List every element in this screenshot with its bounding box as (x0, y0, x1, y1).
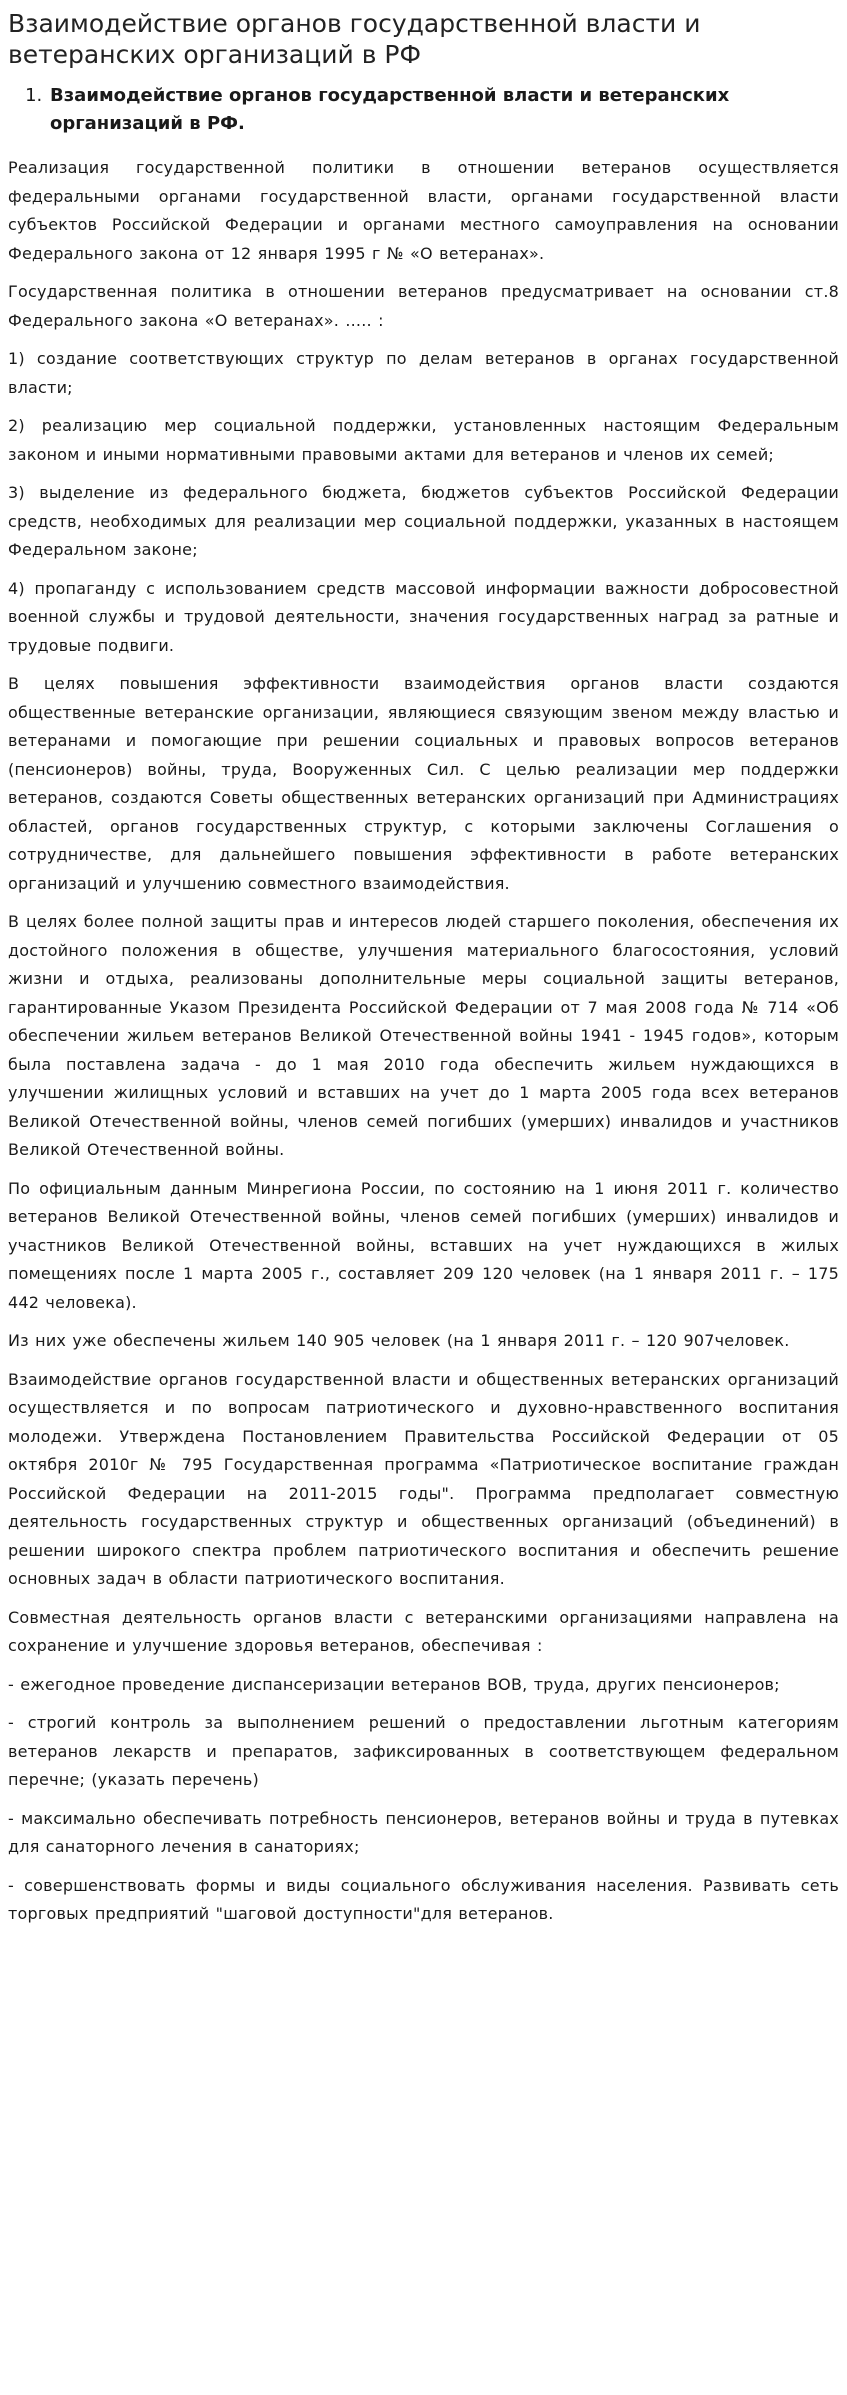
paragraph: В целях повышения эффективности взаимодействия органов власти создаются общественные ветеранские организации, являющиеся связующим звеном между властью и ветеранами и помогающие при решении социальных и правовых вопросов ветеранов (пенсионеров) войны, труда, Вооруженных Сил. С целью реализации мер поддержки ветеранов, создаются Советы общественных ветеранских организаций при Администрациях областей, органов государственных структур, с которыми заключены Соглашения о сотрудничестве, для дальнейшего повышения эффективности в работе ветеранских организаций и улучшению совместного взаимодействия. (8, 674, 839, 893)
section-list (8, 82, 839, 138)
document-body (8, 154, 839, 1929)
paragraph: Из них уже обеспечены жильем 140 905 человек (на 1 января 2011 г. – 120 907человек. (8, 1331, 790, 1350)
paragraph: В целях более полной защиты прав и интересов людей старшего поколения, обеспечения их достойного положения в обществе, улучшения материального благосостояния, условий жизни и отдыха, реализованы дополнительные меры социальной защиты ветеранов, гарантированные Указом Президента Российской Федерации от 7 мая 2008 года № 714 «Об обеспечении жильем ветеранов Великой Отечественной войны 1941 - 1945 годов», которым была поставлена задача - до 1 мая 2010 года обеспечить жильем нуждающихся в улучшении жилищных условий и вставших на учет до 1 марта 2005 года всех ветеранов Великой Отечественной войны, членов семей погибших (умерших) инвалидов и участников Великой Отечественной войны. (8, 912, 839, 1159)
paragraph: Совместная деятельность органов власти с ветеранскими организациями направлена на сохранение и улучшение здоровья ветеранов, обеспечивая : (8, 1607, 839, 1655)
paragraph: 1) создание соответствующих структур по делам ветеранов в органах государственной власти; (8, 349, 839, 397)
paragraph: - максимально обеспечивать потребность пенсионеров, ветеранов войны и труда в путевках для санаторного лечения в санаториях; (8, 1808, 839, 1856)
paragraph: По официальным данным Минрегиона России, по состоянию на 1 июня 2011 г. количество ветеранов Великой Отечественной войны, членов семей погибших (умерших) инвалидов и участников Великой Отечественной войны, вставших на учет нуждающихся в жилых помещениях после 1 марта 2005 г., составляет 209 120 человек (на 1 января 2011 г. – 175 442 человека). (8, 1178, 839, 1312)
paragraph: Государственная политика в отношении ветеранов предусматривает на основании ст.8 Федерального закона «О ветеранах». ..... : (8, 282, 839, 330)
paragraph: - совершенствовать формы и виды социального обслуживания населения. Развивать сеть торговых предприятий "шаговой доступности"для ветеранов. (8, 1875, 839, 1923)
paragraph: 2) реализацию мер социальной поддержки, установленных настоящим Федеральным законом и иными нормативными правовыми актами для ветеранов и членов их семей; (8, 416, 839, 464)
paragraph: 4) пропаганду с использованием средств массовой информации важности добросовестной военной службы и трудовой деятельности, значения государственных наград за ратные и трудовые подвиги. (8, 578, 839, 655)
section-heading: 1. Взаимодействие органов государственной власти и ветеранских организаций в РФ. (48, 82, 839, 138)
page-title: Взаимодействие органов государственной власти и ветеранских организаций в РФ (8, 9, 701, 69)
paragraph: Реализация государственной политики в отношении ветеранов осуществляется федеральными органами государственной власти, органами государственной власти субъектов Российской Федерации и органами местного самоуправления на основании Федерального закона от 12 января 1995 г № «О ветеранах». (8, 158, 839, 263)
paragraph: Взаимодействие органов государственной власти и общественных ветеранских организаций осуществляется и по вопросам патриотического и духовно-нравственного воспитания молодежи. Утверждена Постановлением Правительства Российской Федерации от 05 октября 2010г № 795 Государственная программа «Патриотическое воспитание граждан Российской Федерации на 2011-2015 годы". Программа предполагает совместную деятельность государственных структур и общественных организаций (объединений) в решении широкого спектра проблем патриотического воспитания и обеспечить решение основных задач в области патриотического воспитания. (8, 1369, 839, 1588)
paragraph: 3) выделение из федерального бюджета, бюджетов субъектов Российской Федерации средств, необходимых для реализации мер социальной поддержки, указанных в настоящем Федеральном законе; (8, 483, 839, 559)
paragraph: - ежегодное проведение диспансеризации ветеранов ВОВ, труда, других пенсионеров; (8, 1674, 780, 1694)
paragraph: - строгий контроль за выполнением решений о предоставлении льготным категориям ветеранов лекарств и препаратов, зафиксированных в соответствующем федеральном перечне; (указать перечень) (8, 1713, 839, 1789)
